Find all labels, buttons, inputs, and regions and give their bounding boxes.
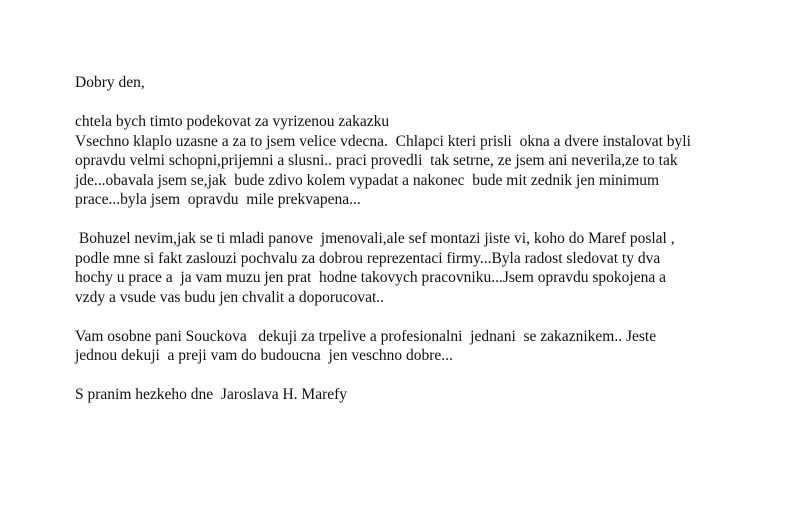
paragraph-2 bbox=[75, 229, 775, 307]
paragraph-1-line: opravdu velmi schopni,prijemni a slusni.. praci provedli tak setrne, ze jsem ani neverila,ze to tak bbox=[75, 152, 678, 169]
greeting: Dobry den, bbox=[75, 74, 145, 91]
paragraph-1-line: prace...byla jsem opravdu mile prekvapena... bbox=[75, 191, 361, 208]
letter-body bbox=[75, 73, 775, 405]
paragraph-gap bbox=[75, 93, 775, 113]
paragraph-1-line: Vsechno klaplo uzasne a za to jsem velice vdecna. Chlapci kteri prisli okna a dvere instalovat byli bbox=[75, 132, 691, 150]
paragraph-2-line: Bohuzel nevim,jak se ti mladi panove jmenovali,ale sef montazi jiste vi, koho do Maref poslal , bbox=[75, 230, 675, 247]
paragraph-2-line: hochy u prace a ja vam muzu jen prat hodne takovych pracovniku...Jsem opravdu spokojena a bbox=[75, 269, 666, 286]
closing-signature: S pranim hezkeho dne Jaroslava H. Marefy bbox=[75, 386, 348, 403]
paragraph-1-line: chtela bych timto podekovat za vyrizenou zakazku bbox=[75, 113, 390, 130]
paragraph-gap bbox=[75, 210, 775, 230]
paragraph-3 bbox=[75, 327, 775, 366]
paragraph-1-line: jde...obavala jsem se,jak bude zdivo kolem vypadat a nakonec bude mit zednik jen minimum bbox=[75, 171, 660, 189]
paragraph-3-line: Vam osobne pani Souckova dekuji za trpelive a profesionalni jednani se zakaznikem.. Jeste bbox=[75, 327, 657, 345]
paragraph-gap bbox=[75, 366, 775, 386]
paragraph-3-line: jednou dekuji a preji vam do budoucna jen veschno dobre... bbox=[75, 347, 453, 364]
paragraph-2-line: vzdy a vsude vas budu jen chvalit a doporucovat.. bbox=[75, 288, 385, 306]
paragraph-2-line: podle mne si fakt zaslouzi pochvalu za dobrou reprezentaci firmy...Byla radost sledovat ty dva bbox=[75, 249, 661, 267]
paragraph-1 bbox=[75, 112, 775, 210]
paragraph-gap bbox=[75, 307, 775, 327]
